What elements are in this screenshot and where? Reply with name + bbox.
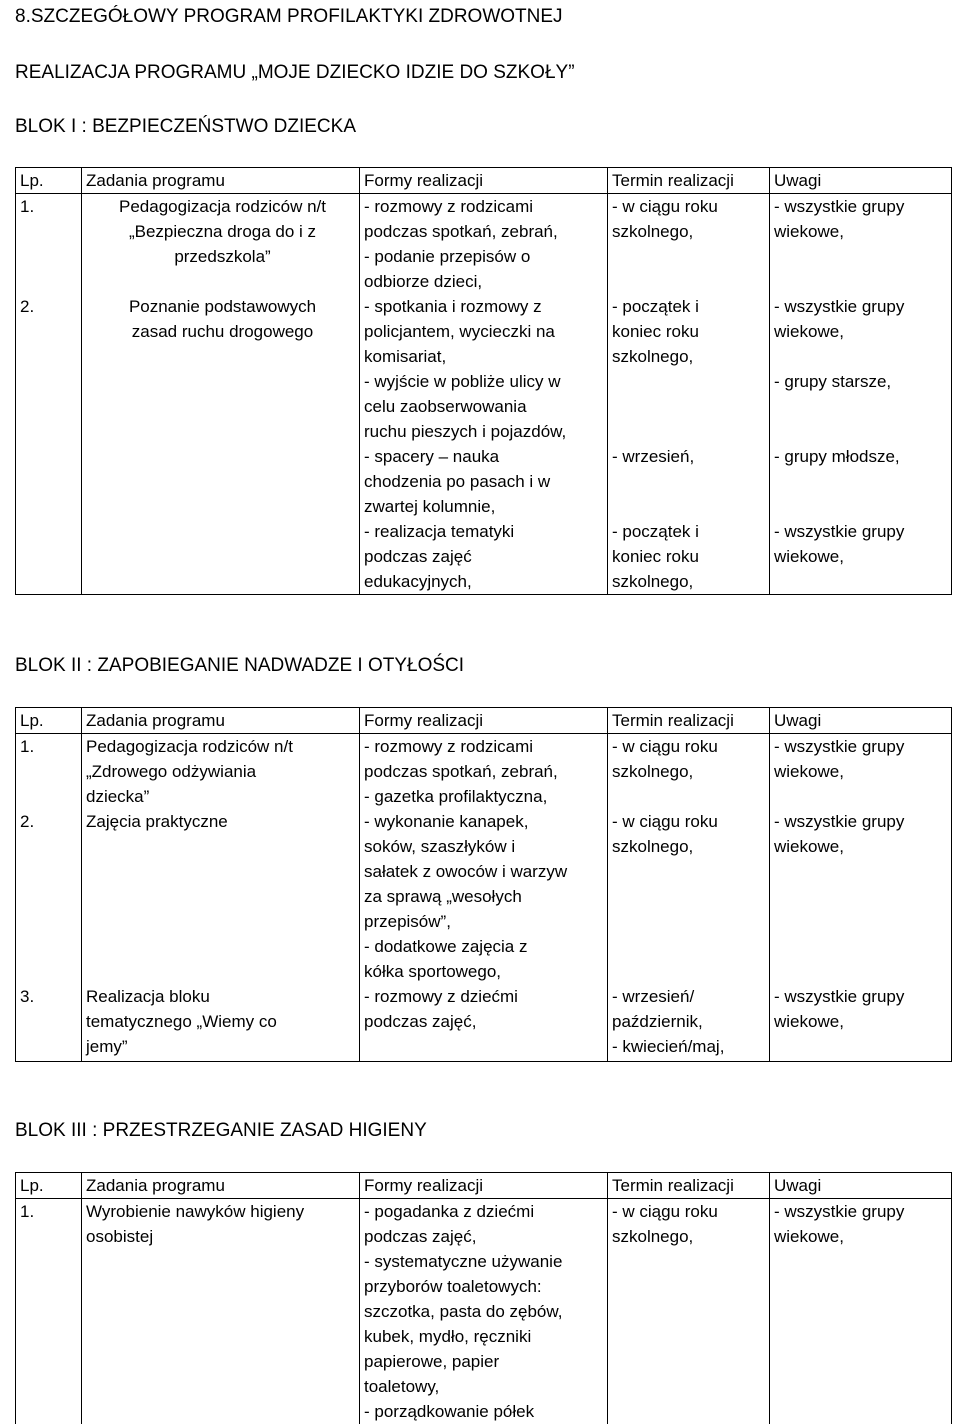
task-line: Realizacja bloku — [86, 987, 210, 1006]
forms-cell — [360, 734, 608, 1062]
note-line: wiekowe, — [774, 222, 844, 241]
note-line: wiekowe, — [774, 547, 844, 566]
task-line: zasad ruchu drogowego — [131, 322, 314, 341]
note-line: wiekowe, — [774, 1012, 844, 1031]
col-header-tasks: Zadania programu — [82, 168, 360, 194]
form-line: podczas zajęć — [364, 547, 472, 566]
term-line: szkolnego, — [612, 222, 694, 241]
form-line: - systematyczne używanie — [364, 1252, 563, 1271]
form-line: przepisów”, — [364, 912, 451, 931]
table-row — [16, 1199, 952, 1425]
form-line: - gazetka profilaktyczna, — [364, 787, 548, 806]
term-cell — [608, 1199, 770, 1425]
lp-number: 1. — [20, 1202, 35, 1221]
term-line: - w ciągu roku — [612, 197, 718, 216]
col-header-forms: Formy realizacji — [360, 708, 608, 734]
task-line: jemy” — [86, 1037, 128, 1056]
lp-cell — [16, 734, 82, 1062]
form-line: edukacyjnych, — [364, 572, 472, 591]
term-line: - wrzesień/ — [612, 987, 695, 1006]
term-line: - początek i — [612, 297, 699, 316]
note-line: wiekowe, — [774, 322, 844, 341]
form-line: soków, szaszłyków i — [364, 837, 516, 856]
form-line: - rozmowy z rodzicami — [364, 737, 534, 756]
block-3-title: BLOK III : PRZESTRZEGANIE ZASAD HIGIENY — [15, 1120, 427, 1141]
col-header-forms: Formy realizacji — [360, 1173, 608, 1199]
col-header-term: Termin realizacji — [608, 1173, 770, 1199]
form-line: policjantem, wycieczki na — [364, 322, 555, 341]
table-header-row — [16, 708, 952, 734]
term-line: październik, — [612, 1012, 703, 1031]
form-line: - wykonanie kanapek, — [364, 812, 529, 831]
task-line: Pedagogizacja rodziców n/t — [119, 197, 326, 216]
forms-cell — [360, 1199, 608, 1425]
term-line: szkolnego, — [612, 762, 694, 781]
note-line: - grupy starsze, — [774, 372, 892, 391]
table-row — [16, 734, 952, 1062]
form-line: kółka sportowego, — [364, 962, 502, 981]
col-header-notes: Uwagi — [770, 708, 952, 734]
note-line: - wszystkie grupy — [774, 522, 905, 541]
task-line: Pedagogizacja rodziców n/t — [86, 737, 293, 756]
term-line: - początek i — [612, 522, 699, 541]
lp-cell — [16, 1199, 82, 1425]
block-1-table — [15, 167, 952, 595]
lp-number: 1. — [20, 197, 35, 216]
term-line: - w ciągu roku — [612, 737, 718, 756]
col-header-notes: Uwagi — [770, 1173, 952, 1199]
block-3-table — [15, 1172, 952, 1424]
table-row — [16, 194, 952, 595]
col-header-term: Termin realizacji — [608, 168, 770, 194]
task-line: Poznanie podstawowych — [128, 297, 317, 316]
term-line: szkolnego, — [612, 572, 694, 591]
form-line: celu zaobserwowania — [364, 397, 527, 416]
note-line: - wszystkie grupy — [774, 737, 905, 756]
term-line: - wrzesień, — [612, 447, 695, 466]
col-header-notes: Uwagi — [770, 168, 952, 194]
term-cell — [608, 194, 770, 595]
program-subtitle: REALIZACJA PROGRAMU „MOJE DZIECKO IDZIE DO SZKOŁY” — [15, 62, 575, 83]
form-line: - rozmowy z rodzicami — [364, 197, 534, 216]
page-title: 8.SZCZEGÓŁOWY PROGRAM PROFILAKTYKI ZDROWOTNEJ — [15, 6, 563, 27]
lp-number: 3. — [20, 987, 35, 1006]
note-line: - wszystkie grupy — [774, 812, 905, 831]
tasks-cell — [82, 194, 360, 595]
form-line: papierowe, papier — [364, 1352, 500, 1371]
task-line: dziecka” — [86, 787, 150, 806]
note-line: - wszystkie grupy — [774, 197, 905, 216]
task-line: Zajęcia praktyczne — [86, 812, 228, 831]
form-line: toaletowy, — [364, 1377, 440, 1396]
form-line: - dodatkowe zajęcia z — [364, 937, 528, 956]
term-line: szkolnego, — [612, 347, 694, 366]
col-header-lp: Lp. — [16, 168, 82, 194]
term-line: - w ciągu roku — [612, 1202, 718, 1221]
form-line: przyborów toaletowych: — [364, 1277, 542, 1296]
form-line: odbiorze dzieci, — [364, 272, 483, 291]
form-line: podczas spotkań, zebrań, — [364, 762, 558, 781]
col-header-lp: Lp. — [16, 1173, 82, 1199]
form-line: - pogadanka z dziećmi — [364, 1202, 535, 1221]
note-line: - wszystkie grupy — [774, 987, 905, 1006]
task-line: Wyrobienie nawyków higieny — [86, 1202, 305, 1221]
task-line: osobistej — [86, 1227, 154, 1246]
form-line: - podanie przepisów o — [364, 247, 531, 266]
col-header-tasks: Zadania programu — [82, 708, 360, 734]
form-line: podczas zajęć, — [364, 1012, 477, 1031]
form-line: komisariat, — [364, 347, 447, 366]
notes-cell — [770, 1199, 952, 1425]
block-2-title: BLOK II : ZAPOBIEGANIE NADWADZE I OTYŁOŚCI — [15, 655, 465, 676]
note-line: - grupy młodsze, — [774, 447, 900, 466]
col-header-forms: Formy realizacji — [360, 168, 608, 194]
forms-cell — [360, 194, 608, 595]
form-line: - wyjście w pobliże ulicy w — [364, 372, 561, 391]
form-line: - spotkania i rozmowy z — [364, 297, 542, 316]
term-line: koniec roku — [612, 322, 699, 341]
form-line: kubek, mydło, ręczniki — [364, 1327, 532, 1346]
task-line: „Bezpieczna droga do i z — [128, 222, 317, 241]
lp-number: 2. — [20, 812, 35, 831]
notes-cell — [770, 734, 952, 1062]
note-line: - wszystkie grupy — [774, 297, 905, 316]
task-line: przedszkola” — [174, 247, 271, 266]
form-line: zwartej kolumnie, — [364, 497, 496, 516]
term-line: - w ciągu roku — [612, 812, 718, 831]
col-header-lp: Lp. — [16, 708, 82, 734]
note-line: wiekowe, — [774, 762, 844, 781]
lp-number: 1. — [20, 737, 35, 756]
note-line: - wszystkie grupy — [774, 1202, 905, 1221]
form-line: chodzenia po pasach i w — [364, 472, 551, 491]
form-line: - spacery – nauka — [364, 447, 500, 466]
term-line: koniec roku — [612, 547, 699, 566]
task-line: „Zdrowego odżywiania — [86, 762, 257, 781]
note-line: wiekowe, — [774, 837, 844, 856]
form-line: - realizacja tematyki — [364, 522, 515, 541]
term-line: - kwiecień/maj, — [612, 1037, 725, 1056]
block-2-table — [15, 707, 952, 1062]
table-header-row — [16, 1173, 952, 1199]
note-line: wiekowe, — [774, 1227, 844, 1246]
lp-cell — [16, 194, 82, 595]
notes-cell — [770, 194, 952, 595]
tasks-cell — [82, 734, 360, 1062]
term-line: szkolnego, — [612, 1227, 694, 1246]
form-line: szczotka, pasta do zębów, — [364, 1302, 563, 1321]
term-cell — [608, 734, 770, 1062]
form-line: sałatek z owoców i warzyw — [364, 862, 568, 881]
block-1-title: BLOK I : BEZPIECZEŃSTWO DZIECKA — [15, 116, 356, 137]
form-line: podczas zajęć, — [364, 1227, 477, 1246]
tasks-cell — [82, 1199, 360, 1425]
task-line: tematycznego „Wiemy co — [86, 1012, 277, 1031]
lp-number: 2. — [20, 297, 35, 316]
table-header-row — [16, 168, 952, 194]
form-line: - porządkowanie półek — [364, 1402, 535, 1421]
term-line: szkolnego, — [612, 837, 694, 856]
col-header-tasks: Zadania programu — [82, 1173, 360, 1199]
form-line: za sprawą „wesołych — [364, 887, 522, 906]
form-line: ruchu pieszych i pojazdów, — [364, 422, 567, 441]
form-line: podczas spotkań, zebrań, — [364, 222, 558, 241]
col-header-term: Termin realizacji — [608, 708, 770, 734]
form-line: - rozmowy z dziećmi — [364, 987, 518, 1006]
